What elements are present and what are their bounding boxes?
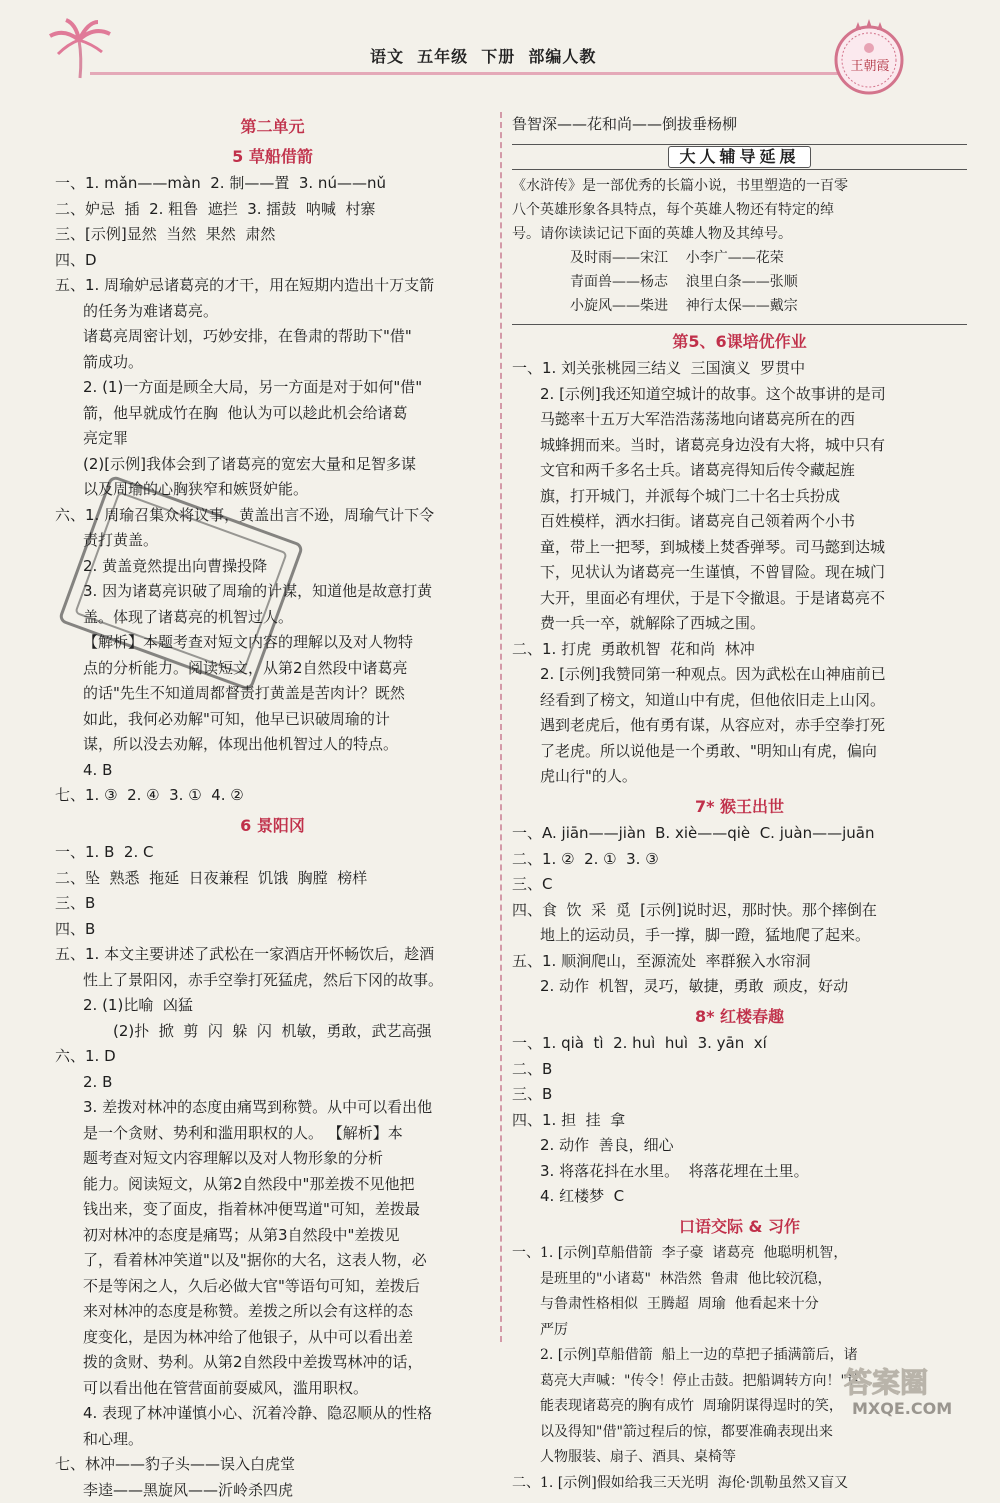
answer-line: 严厉	[512, 1318, 967, 1344]
answer-line: 二、B	[512, 1057, 967, 1083]
answer-line: 以及周瑜的心胸狭窄和嫉贤妒能。	[55, 477, 490, 503]
left-column	[55, 112, 490, 1503]
answer-line: 四、食 饮 采 觅 [示例]说时迟，那时快。那个摔倒在	[512, 898, 967, 924]
answer-line: 童，带上一把琴，到城楼上焚香弹琴。司马懿到达城	[512, 535, 967, 561]
answer-line: 一、1. qià tì 2. huì huì 3. yān xí	[512, 1031, 967, 1057]
answer-line: 三、B	[512, 1082, 967, 1108]
answer-line: 可以看出他在管营面前耍威风，滥用职权。	[55, 1376, 490, 1402]
answer-line: 地上的运动员，手一撑，脚一蹬，猛地爬了起来。	[512, 923, 967, 949]
answer-line: 三、B	[55, 891, 490, 917]
answer-line: 一、1. 刘关张桃园三结义 三国演义 罗贯中	[512, 356, 967, 382]
answer-line: 文官和两千多名士兵。诸葛亮得知后传令藏起旌	[512, 458, 967, 484]
guide-title: 大人辅导延展	[668, 146, 810, 168]
guide-line: 小旋风——柴进 神行太保——戴宗	[512, 294, 967, 318]
answer-line: 箭，他早就成竹在胸 他认为可以趁此机会给诸葛	[55, 401, 490, 427]
answer-line: 五、1. 周瑜妒忌诸葛亮的才干，用在短期内造出十万支箭	[55, 273, 490, 299]
answer-line: 初对林冲的态度是痛骂；从第3自然段中"差拨见	[55, 1223, 490, 1249]
unit-title: 第二单元	[55, 114, 490, 140]
answer-line: 百姓模样，洒水扫街。诸葛亮自己领着两个小书	[512, 509, 967, 535]
answer-line: 一、1. [示例]草船借箭 李子豪 诸葛亮 他聪明机智，	[512, 1241, 967, 1267]
watermark-bottom-text: MXQE.COM	[852, 1399, 952, 1418]
answer-line: 性上了景阳冈，赤手空拳打死猛虎，然后下冈的故事。	[55, 968, 490, 994]
answer-line: 六、1. 周瑜召集众将议事，黄盖出言不逊，周瑜气计下令	[55, 503, 490, 529]
answer-line: 一、1. mǎn——màn 2. 制——置 3. nú——nǔ	[55, 171, 490, 197]
answer-line: (2)扑 掀 剪 闪 躲 闪 机敏，勇敢，武艺高强	[55, 1019, 490, 1045]
answer-line: 3. 差拨对林冲的态度由痛骂到称赞。从中可以看出他	[55, 1095, 490, 1121]
answer-line: 来对林冲的态度是称赞。差拨之所以会有这样的态	[55, 1299, 490, 1325]
answer-line: 诸葛亮周密计划，巧妙安排，在鲁肃的帮助下"借"	[55, 324, 490, 350]
palm-tree-icon	[46, 18, 116, 80]
answer-list	[512, 821, 967, 1000]
answer-list	[55, 171, 490, 809]
lesson-title: 5 草船借箭	[55, 144, 490, 170]
answer-line: 费一兵一卒，就解除了西城之围。	[512, 611, 967, 637]
answer-line: 七、1. ③ 2. ④ 3. ① 4. ②	[55, 783, 490, 809]
answer-line: 题考查对短文内容理解以及对人物形象的分析	[55, 1146, 490, 1172]
answer-line: 了，看着林冲笑道"以及"据你的大名，这表人物，必	[55, 1248, 490, 1274]
answer-line: 四、D	[55, 248, 490, 274]
guide-line: 八个英雄形象各具特点，每个英雄人物还有特定的绰	[512, 198, 967, 222]
answer-line: 人物服装、扇子、酒具、桌椅等	[512, 1445, 967, 1471]
answer-line: 2. (1)比喻 凶猛	[55, 993, 490, 1019]
answer-line: 与鲁肃性格相似 王腾超 周瑜 他看起来十分	[512, 1292, 967, 1318]
guide-header	[512, 144, 967, 170]
watermark-top-text: 答案圈	[844, 1366, 928, 1399]
lesson-title: 第5、6课培优作业	[512, 329, 967, 355]
guide-line: 《水浒传》是一部优秀的长篇小说，书里塑造的一百零	[512, 174, 967, 198]
answer-line: 二、妒忌 插 2. 粗鲁 遮拦 3. 擂鼓 呐喊 村寨	[55, 197, 490, 223]
guide-divider	[512, 324, 967, 325]
answer-line: 城蜂拥而来。当时，诸葛亮身边没有大将，城中只有	[512, 433, 967, 459]
answer-line: 能力。阅读短文，从第2自然段中"那差拨不见他把	[55, 1172, 490, 1198]
answer-line: 能表现诸葛亮的胸有成竹 周瑜阴谋得逞时的笑，	[512, 1394, 967, 1420]
header-title: 语文 五年级 下册 部编人教	[370, 44, 596, 67]
guide-line: 青面兽——杨志 浪里白条——张顺	[512, 270, 967, 294]
brand-badge-text: 王朝霞	[845, 55, 895, 74]
answer-line: 2. [示例]我还知道空城计的故事。这个故事讲的是司	[512, 382, 967, 408]
answer-line: 3. 因为诸葛亮识破了周瑜的计谋，知道他是故意打黄	[55, 579, 490, 605]
answer-line: 和心理。	[55, 1427, 490, 1453]
answer-line: 3. 将落花抖在水里。 将落花埋在土里。	[512, 1159, 967, 1185]
header-rule	[90, 72, 860, 75]
answer-line: 责打黄盖。	[55, 528, 490, 554]
answer-line: 三、C	[512, 872, 967, 898]
answer-line: 度变化，是因为林冲给了他银子，从中可以看出差	[55, 1325, 490, 1351]
lesson-title: 8* 红楼春趣	[512, 1004, 967, 1030]
answer-line: 盖。体现了诸葛亮的机智过人。	[55, 605, 490, 631]
answer-line: 2. (1)一方面是顾全大局，另一方面是对于如何"借"	[55, 375, 490, 401]
answer-line: 钱出来，变了面皮，指着林冲便骂道"可知，差拨最	[55, 1197, 490, 1223]
answer-line: 是一个贪财、势利和滥用职权的人。 【解析】本	[55, 1121, 490, 1147]
answer-line: 一、A. jiān——jiàn B. xiè——qiè C. juàn——juān	[512, 821, 967, 847]
answer-line: 谋，所以没去劝解，体现出他机智过人的特点。	[55, 732, 490, 758]
answer-line: 2. 动作 善良，细心	[512, 1133, 967, 1159]
answer-line: 二、1. ② 2. ① 3. ③	[512, 847, 967, 873]
answer-line: 如此，我何必劝解"可知，他早已识破周瑜的计	[55, 707, 490, 733]
answer-line: 了老虎。所以说他是一个勇敢、"明知山有虎，偏向	[512, 739, 967, 765]
answer-list	[512, 356, 967, 790]
answer-line: 4. 表现了林冲谨慎小心、沉着冷静、隐忍顺从的性格	[55, 1401, 490, 1427]
answer-line: 二、1. 打虎 勇敢机智 花和尚 林冲	[512, 637, 967, 663]
answer-line: 是班里的"小诸葛" 林浩然 鲁肃 他比较沉稳，	[512, 1267, 967, 1293]
guide-box	[512, 174, 967, 318]
answer-line: 4. 红楼梦 C	[512, 1184, 967, 1210]
answer-line: 一、1. B 2. C	[55, 840, 490, 866]
lesson-title: 口语交际 & 习作	[512, 1214, 967, 1240]
answer-line: 四、1. 担 挂 拿	[512, 1108, 967, 1134]
answer-line: 旗，打开城门，并派每个城门二十名士兵扮成	[512, 484, 967, 510]
answer-line: 六、1. D	[55, 1044, 490, 1070]
right-column	[512, 112, 967, 1496]
answer-line: 虎山行"的人。	[512, 764, 967, 790]
answer-line: (2)[示例]我体会到了诸葛亮的宽宏大量和足智多谋	[55, 452, 490, 478]
answer-line: 2. [示例]草船借箭 船上一边的草把子插满箭后，诸	[512, 1343, 967, 1369]
answer-line: 【解析】本题考查对短文内容的理解以及对人物特	[55, 630, 490, 656]
answer-line: 2. 动作 机智，灵巧，敏捷，勇敢 顽皮，好动	[512, 974, 967, 1000]
answer-line: 经看到了榜文，知道山中有虎，但他依旧走上山冈。	[512, 688, 967, 714]
answer-line: 七、林冲——豹子头——误入白虎堂	[55, 1452, 490, 1478]
answer-line: 四、B	[55, 917, 490, 943]
lesson-title: 7* 猴王出世	[512, 794, 967, 820]
lesson-title: 6 景阳冈	[55, 813, 490, 839]
answer-line: 五、1. 本文主要讲述了武松在一家酒店开怀畅饮后，趁酒	[55, 942, 490, 968]
answer-line: 的任务为难诸葛亮。	[55, 299, 490, 325]
answer-line: 的话"先生不知道周都督责打黄盖是苦肉计？既然	[55, 681, 490, 707]
answer-line: 2. B	[55, 1070, 490, 1096]
answer-line: 2. [示例]我赞同第一种观点。因为武松在山神庙前已	[512, 662, 967, 688]
answer-line: 遇到老虎后，他有勇有谋，从容应对，赤手空拳打死	[512, 713, 967, 739]
answer-line: 二、坠 熟悉 拖延 日夜兼程 饥饿 胸膛 榜样	[55, 866, 490, 892]
answer-line: 亮定罪	[55, 426, 490, 452]
answer-line: 二、1. [示例]假如给我三天光明 海伦·凯勒虽然又盲又	[512, 1471, 967, 1497]
answer-list	[512, 1031, 967, 1210]
answer-line: 鲁智深——花和尚——倒拔垂杨柳	[512, 112, 967, 138]
answer-line: 箭成功。	[55, 350, 490, 376]
answer-line: 不是等闲之人，久后必做大官"等语句可知，差拨后	[55, 1274, 490, 1300]
answer-line: 2. 黄盖竟然提出向曹操投降	[55, 554, 490, 580]
answer-line: 4. B	[55, 758, 490, 784]
column-divider	[500, 112, 502, 1342]
site-watermark-logo	[838, 1358, 968, 1420]
answer-line: 马懿率十五万大军浩浩荡荡地向诸葛亮所在的西	[512, 407, 967, 433]
answer-line: 下，见状认为诸葛亮一生谨慎，不曾冒险。现在城门	[512, 560, 967, 586]
answer-line: 点的分析能力。阅读短文，从第2自然段中诸葛亮	[55, 656, 490, 682]
answer-line: 三、[示例]显然 当然 果然 肃然	[55, 222, 490, 248]
answer-line: 葛亮大声喊："传令！停止击鼓。把船调转方向！"这	[512, 1369, 967, 1395]
answer-line: 拨的贪财、势利。从第2自然段中差拨骂林冲的话，	[55, 1350, 490, 1376]
answer-line: 五、1. 顺涧爬山，至源流处 率群猴入水帘洞	[512, 949, 967, 975]
answer-line: 李逵——黑旋风——沂岭杀四虎	[55, 1478, 490, 1503]
guide-line: 号。请你读读记记下面的英雄人物及其绰号。	[512, 222, 967, 246]
guide-line: 及时雨——宋江 小李广——花荣	[512, 246, 967, 270]
answer-list	[55, 840, 490, 1503]
answer-line: 大开，里面必有埋伏，于是下令撤退。于是诸葛亮不	[512, 586, 967, 612]
answer-line: 以及得知"借"箭过程后的惊，都要准确表现出来	[512, 1420, 967, 1446]
